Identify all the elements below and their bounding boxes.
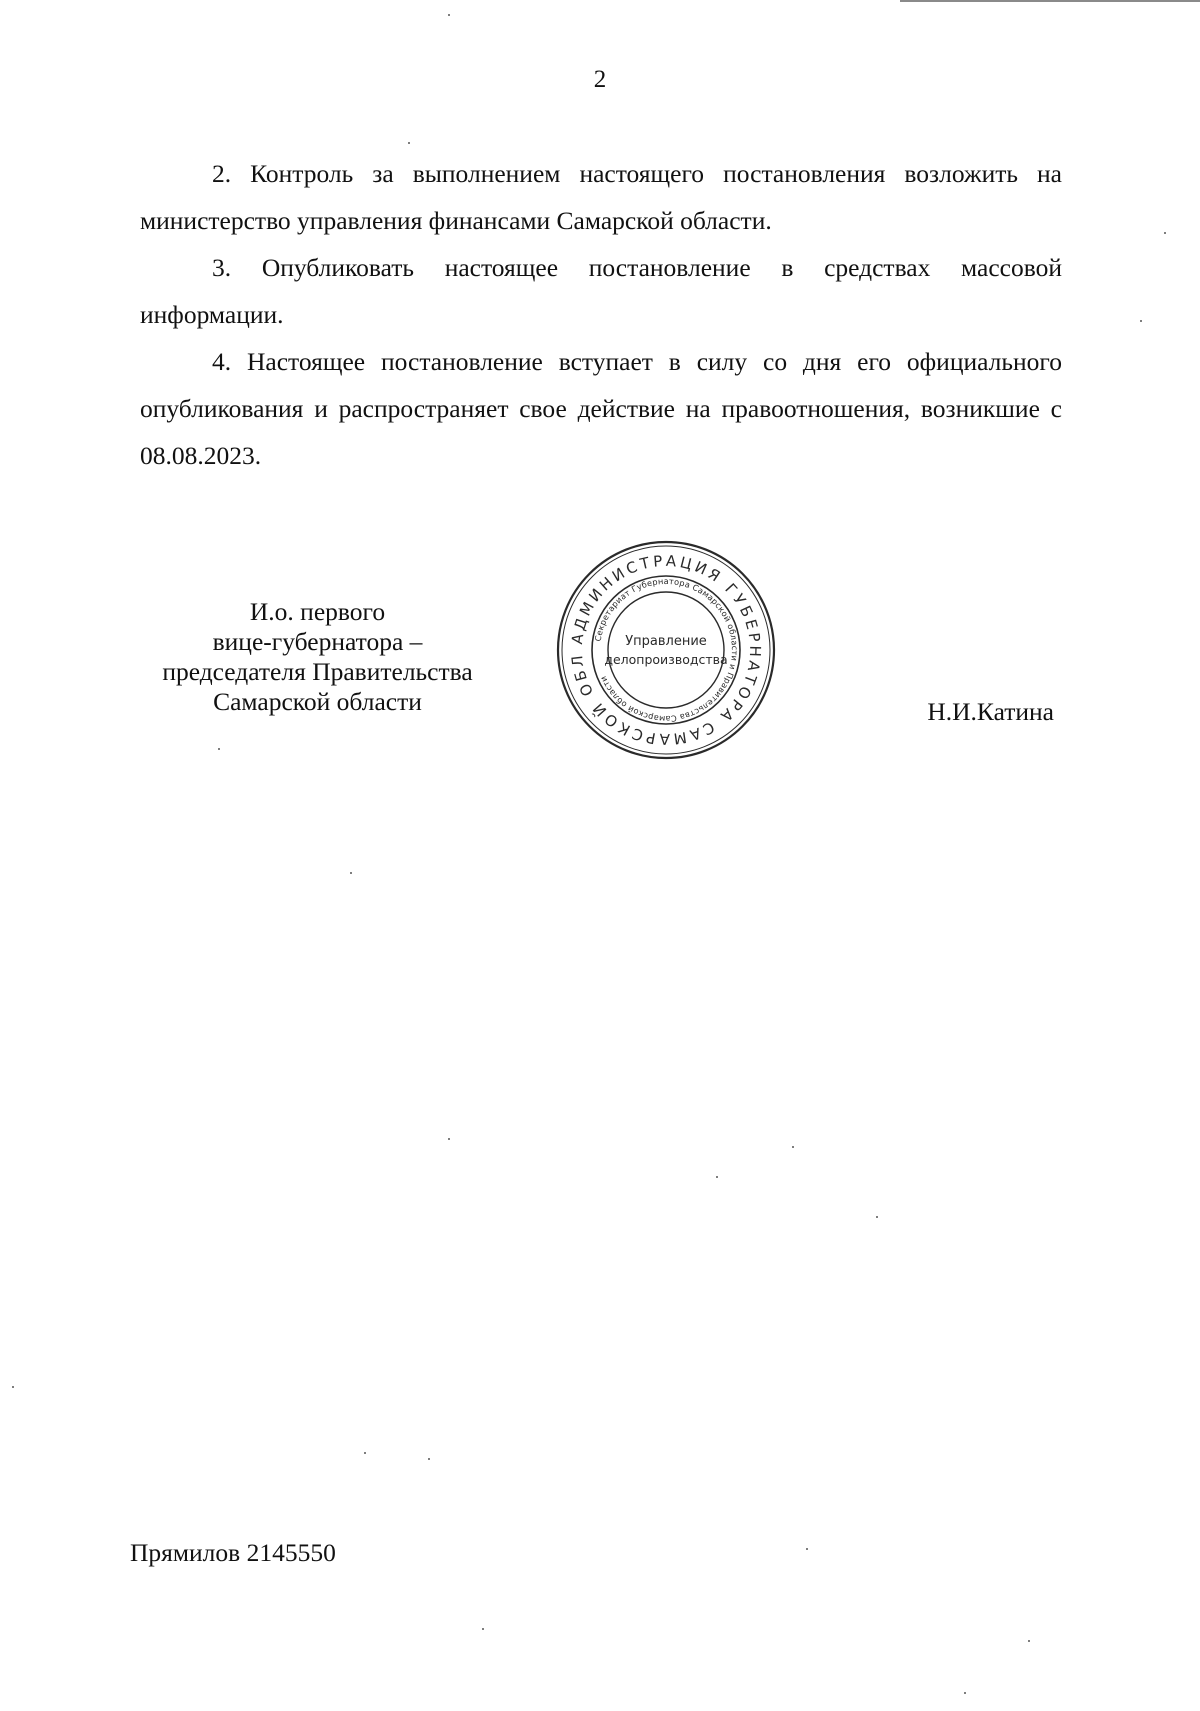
seal-outer-text: АДМИНИСТРАЦИЯ ГУБЕРНАТОРА САМАРСКОЙ ОБЛ — [567, 551, 765, 749]
scan-speck — [218, 748, 220, 750]
scan-speck — [408, 142, 410, 144]
scan-speck — [350, 872, 352, 874]
seal-graphic — [554, 538, 778, 762]
scan-speck — [428, 1458, 430, 1460]
seal-inner-ring — [608, 592, 724, 708]
seal-center-line: Управление — [625, 634, 707, 649]
paragraph-4: 4. Настоящее постановление вступает в силу со дня его официального опубликования и распространяет свое действие на правоотношения, возникшие с 08.08.2023. — [140, 347, 1062, 470]
scan-speck — [1028, 1640, 1030, 1642]
scan-speck — [716, 1176, 718, 1178]
signatory-name: Н.И.Катина — [927, 697, 1054, 726]
seal-inner-text: Секретариат Губернатора Самарской области и Правительства Самарской области — [592, 575, 741, 725]
scan-speck — [12, 1386, 14, 1388]
position-line: И.о. первого — [249, 597, 386, 626]
executor-note: Прямилов 2145550 — [130, 1538, 336, 1567]
scan-speck — [806, 1548, 808, 1550]
scan-speck — [876, 1216, 878, 1218]
scan-edge-line — [900, 0, 1200, 2]
position-line: председателя Правительства — [162, 657, 473, 686]
scan-speck — [364, 1452, 366, 1454]
scan-speck — [964, 1692, 966, 1694]
scan-speck — [448, 1138, 450, 1140]
scan-speck — [448, 14, 450, 16]
signatory-position — [140, 597, 495, 717]
document-body — [140, 150, 1062, 479]
page-number: 2 — [593, 66, 607, 93]
official-seal — [554, 538, 778, 762]
paragraph-2: 2. Контроль за выполнением настоящего постановления возложить на министерство управления финансами Самарской области. — [140, 159, 1062, 235]
scan-speck — [482, 1628, 484, 1630]
scan-speck — [1140, 320, 1142, 322]
scan-speck — [1164, 232, 1166, 234]
seal-center-line: делопроизводства — [604, 652, 728, 667]
seal-outer-ring — [558, 542, 774, 758]
position-line: вице-губернатора – — [212, 627, 423, 656]
scan-speck — [792, 1146, 794, 1148]
position-line: Самарской области — [213, 687, 422, 716]
paragraph-3: 3. Опубликовать настоящее постановление в средствах массовой информации. — [140, 253, 1062, 329]
